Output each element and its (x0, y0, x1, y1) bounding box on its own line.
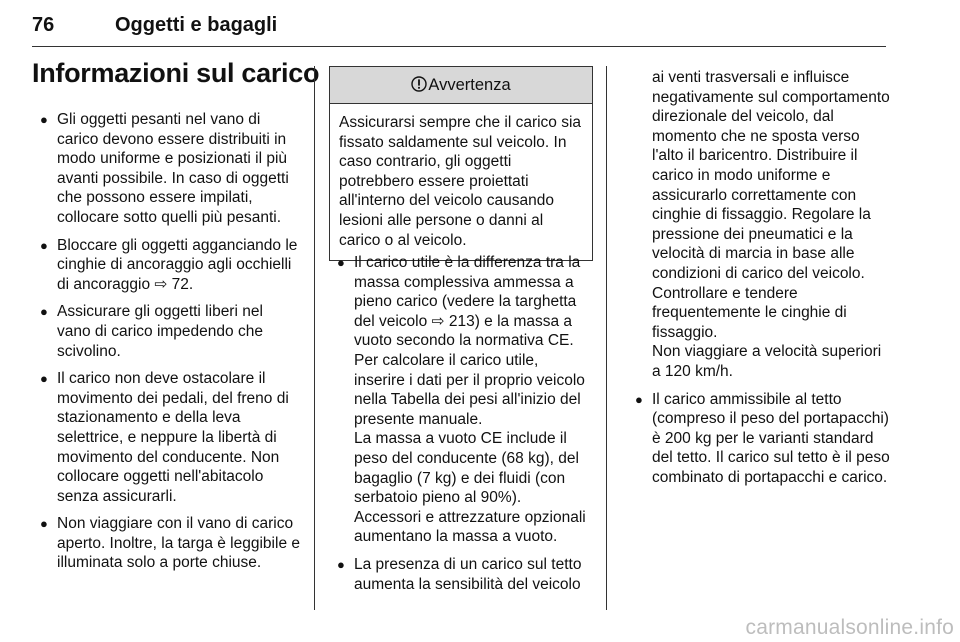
bullet-icon: ● (337, 255, 345, 270)
warning-icon (411, 76, 427, 92)
warning-text: Assicurarsi sempre che il carico sia fissato saldamente sul veicolo. In caso contrario, gli oggetti potrebbero essere proiettati all'interno del veicolo causando lesioni alle persone o danni al carico o al veicolo. (339, 114, 582, 249)
bullet-list (627, 390, 890, 488)
bullet-icon: ● (40, 237, 48, 253)
column-divider (314, 66, 315, 610)
list-item: ● Gli oggetti pesanti nel vano di carico devono essere distribuiti in modo uniforme e posizionati il più avanti possibile. In caso di oggetti che possono essere impilati, collocare sotto quelli più pesanti. (40, 111, 289, 226)
paragraph: ai venti trasversali e influisce negativamente sul comportamento direzionale del veicolo, dal momento che ne sposta verso l'alto il baricentro. Distribuire il carico in modo uniforme e assicurarlo correttamente con cinghie di fissaggio. Regolare la pressione dei pneumatici e la velocità di marcia in base alle condizioni di carico del veicolo. Controllare e tendere frequentemente le cinghie di fissaggio. (652, 69, 890, 341)
paragraph: La massa a vuoto CE include il peso del conducente (68 kg), del bagaglio (7 kg) e dei fluidi (con serbatoio pieno al 90%). (354, 430, 579, 507)
bullet-icon: ● (40, 112, 48, 127)
column-3 (627, 68, 890, 495)
page-header (32, 6, 886, 47)
bullet-icon: ● (337, 556, 345, 572)
bullet-list (32, 110, 300, 573)
list-item: ● Il carico ammissibile al tetto (compreso il peso del portapacchi) è 200 kg per le varianti standard del tetto. Il carico sul tetto è il peso combinato di portapacchi e carico. (635, 390, 890, 486)
list-item: ● Il carico non deve ostacolare il movimento dei pedali, del freno di stazionamento e della leva selettrice, e neppure la libertà di movimento del conducente. Non collocare oggetti nell'abitacolo senza assicurarli. (40, 370, 289, 505)
bullet-icon: ● (635, 391, 643, 407)
page-number: 76 (32, 14, 55, 36)
warning-box (329, 66, 593, 261)
list-item: ● La presenza di un carico sul tetto aumenta la sensibilità del veicolo (337, 555, 582, 593)
warning-heading-text: Avvertenza (428, 76, 511, 94)
bullet-icon: ● (40, 371, 48, 387)
section-title: Informazioni sul carico (32, 58, 320, 88)
column-divider (606, 66, 607, 610)
column-1 (32, 110, 300, 581)
bullet-list (329, 253, 593, 594)
watermark: carmanualsonline.info (745, 616, 954, 639)
list-item: ● Il carico utile è la differenza tra la massa complessiva ammessa a pieno carico (vedere la targhetta del veicolo ⇨ 213) e la massa a vuoto secondo la normativa CE. Per calcolare il carico utile, inserire i dati per il proprio veicolo nella Tabella dei pesi all'inizio del presente manuale. La massa a vuoto CE include il peso del conducente (68 kg), del bagaglio (7 kg) e dei fluidi (con serbatoio pieno al 90%). Accessori e attrezzature opzionali aumentano la massa a vuoto. (329, 253, 593, 547)
list-item: ● Non viaggiare con il vano di carico aperto. Inoltre, la targa è leggibile e illuminata solo a porte chiuse. (40, 515, 300, 572)
warning-heading (330, 67, 592, 104)
continued-item (627, 68, 890, 382)
bullet-icon: ● (40, 516, 48, 532)
paragraph: Per calcolare il carico utile, inserire i dati per il proprio veicolo nella Tabella dei pesi all'inizio del presente manuale. (354, 351, 585, 428)
list-item: ● Bloccare gli oggetti agganciando le cinghie di ancoraggio agli occhielli di ancoraggio ⇨ 72. (40, 236, 298, 293)
paragraph: Non viaggiare a velocità superiori a 120 km/h. (652, 343, 882, 380)
list-item: ● Assicurare gli oggetti liberi nel vano di carico impedendo che scivolino. (40, 303, 263, 360)
chapter-title: Oggetti e bagagli (115, 14, 278, 36)
bullet-icon: ● (40, 304, 48, 320)
column-2 (329, 253, 593, 602)
paragraph: Accessori e attrezzature opzionali aumentano la massa a vuoto. (354, 508, 586, 546)
